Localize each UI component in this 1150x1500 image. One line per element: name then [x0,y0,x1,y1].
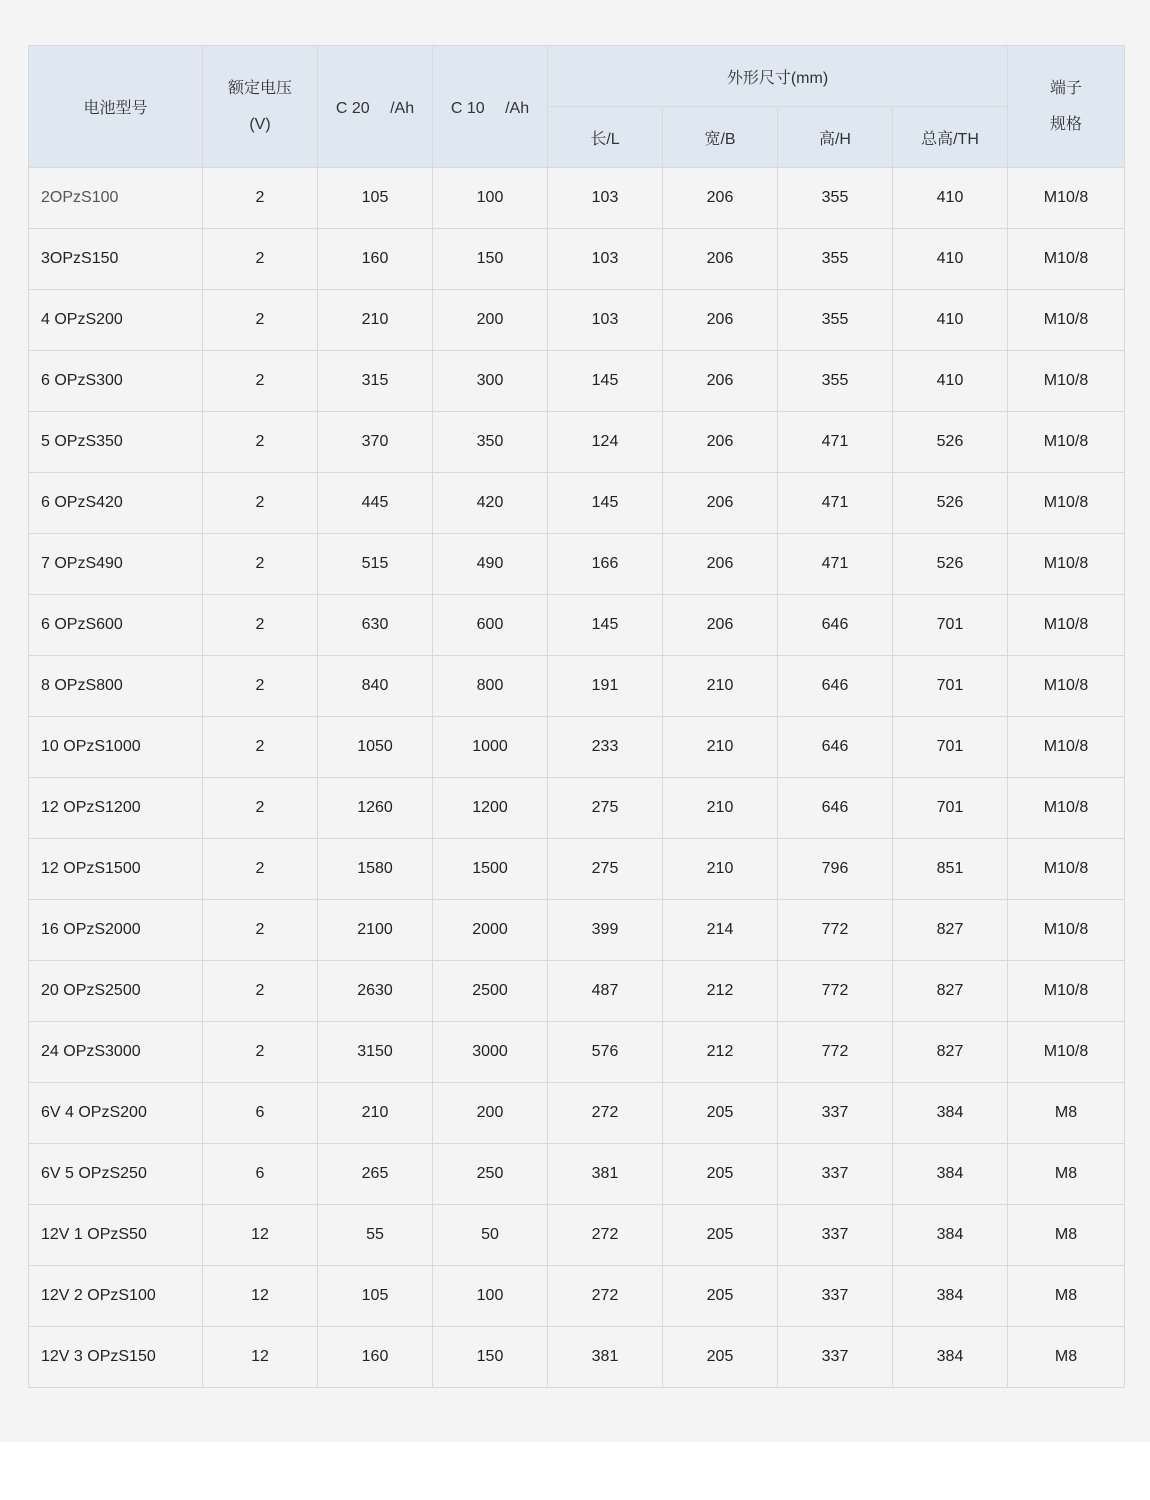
height-cell: 646 [778,778,893,839]
model-cell: 3OPzS150 [29,229,203,290]
voltage-cell: 2 [203,229,318,290]
model-cell: 2OPzS100 [29,168,203,229]
voltage-cell: 2 [203,473,318,534]
terminal-cell: M10/8 [1008,534,1125,595]
width-cell: 206 [663,412,778,473]
length-cell: 166 [548,534,663,595]
terminal-cell: M10/8 [1008,717,1125,778]
table-row [29,656,1125,717]
terminal-cell: M10/8 [1008,290,1125,351]
model-cell: 12V 1 OPzS50 [29,1205,203,1266]
total-height-cell: 526 [893,473,1008,534]
length-cell: 272 [548,1083,663,1144]
width-cell: 206 [663,290,778,351]
height-cell: 355 [778,290,893,351]
table-row [29,717,1125,778]
length-cell: 576 [548,1022,663,1083]
terminal-cell: M10/8 [1008,412,1125,473]
terminal-cell: M10/8 [1008,839,1125,900]
total-height-cell: 384 [893,1327,1008,1388]
table-header [29,46,1125,168]
height-cell: 337 [778,1083,893,1144]
model-cell: 6 OPzS300 [29,351,203,412]
header-height: 高/H [778,107,893,168]
terminal-cell: M10/8 [1008,595,1125,656]
model-cell: 6V 4 OPzS200 [29,1083,203,1144]
table-row [29,900,1125,961]
length-cell: 381 [548,1144,663,1205]
c10-cell: 250 [433,1144,548,1205]
table-row [29,1022,1125,1083]
header-terminal-label: 端子 [1050,79,1083,97]
c20-cell: 105 [318,1266,433,1327]
total-height-cell: 827 [893,961,1008,1022]
c20-cell: 2100 [318,900,433,961]
model-cell: 12 OPzS1200 [29,778,203,839]
model-cell: 5 OPzS350 [29,412,203,473]
model-cell: 4 OPzS200 [29,290,203,351]
header-length: 长/L [548,107,663,168]
voltage-cell: 12 [203,1327,318,1388]
c10-cell: 2000 [433,900,548,961]
c20-cell: 1580 [318,839,433,900]
terminal-cell: M10/8 [1008,229,1125,290]
height-cell: 337 [778,1327,893,1388]
terminal-cell: M10/8 [1008,1022,1125,1083]
height-cell: 337 [778,1266,893,1327]
c10-cell: 150 [433,1327,548,1388]
total-height-cell: 526 [893,534,1008,595]
c20-cell: 3150 [318,1022,433,1083]
total-height-cell: 410 [893,351,1008,412]
length-cell: 103 [548,229,663,290]
total-height-cell: 410 [893,229,1008,290]
width-cell: 206 [663,168,778,229]
c20-cell: 840 [318,656,433,717]
total-height-cell: 384 [893,1144,1008,1205]
header-terminal-spec: 规格 [1050,115,1083,133]
total-height-cell: 827 [893,900,1008,961]
voltage-cell: 2 [203,595,318,656]
c20-cell: 1050 [318,717,433,778]
table-row [29,168,1125,229]
length-cell: 145 [548,351,663,412]
model-cell: 8 OPzS800 [29,656,203,717]
c20-cell: 630 [318,595,433,656]
terminal-cell: M8 [1008,1327,1125,1388]
length-cell: 103 [548,168,663,229]
terminal-cell: M10/8 [1008,656,1125,717]
model-cell: 12 OPzS1500 [29,839,203,900]
table-row [29,961,1125,1022]
header-c10: C 10 /Ah [433,46,548,168]
header-c20: C 20 /Ah [318,46,433,168]
height-cell: 772 [778,1022,893,1083]
total-height-cell: 701 [893,595,1008,656]
battery-spec-table [28,45,1125,1388]
model-cell: 20 OPzS2500 [29,961,203,1022]
terminal-cell: M10/8 [1008,168,1125,229]
voltage-cell: 2 [203,351,318,412]
terminal-cell: M10/8 [1008,473,1125,534]
width-cell: 206 [663,229,778,290]
total-height-cell: 701 [893,656,1008,717]
width-cell: 212 [663,1022,778,1083]
width-cell: 206 [663,473,778,534]
model-cell: 12V 3 OPzS150 [29,1327,203,1388]
voltage-cell: 12 [203,1205,318,1266]
table-row [29,1083,1125,1144]
length-cell: 381 [548,1327,663,1388]
width-cell: 205 [663,1205,778,1266]
width-cell: 210 [663,656,778,717]
length-cell: 124 [548,412,663,473]
voltage-cell: 2 [203,534,318,595]
c20-cell: 160 [318,229,433,290]
header-model: 电池型号 [29,46,203,168]
c20-cell: 515 [318,534,433,595]
table-body [29,168,1125,1388]
height-cell: 796 [778,839,893,900]
c20-cell: 55 [318,1205,433,1266]
height-cell: 471 [778,534,893,595]
terminal-cell: M10/8 [1008,778,1125,839]
c10-cell: 1000 [433,717,548,778]
terminal-cell: M10/8 [1008,961,1125,1022]
voltage-cell: 2 [203,961,318,1022]
length-cell: 272 [548,1205,663,1266]
c10-cell: 2500 [433,961,548,1022]
voltage-cell: 2 [203,1022,318,1083]
width-cell: 210 [663,778,778,839]
terminal-cell: M8 [1008,1205,1125,1266]
total-height-cell: 526 [893,412,1008,473]
total-height-cell: 410 [893,168,1008,229]
height-cell: 355 [778,229,893,290]
total-height-cell: 384 [893,1205,1008,1266]
length-cell: 275 [548,778,663,839]
terminal-cell: M10/8 [1008,351,1125,412]
model-cell: 24 OPzS3000 [29,1022,203,1083]
c10-cell: 490 [433,534,548,595]
voltage-cell: 2 [203,778,318,839]
length-cell: 145 [548,473,663,534]
c20-cell: 265 [318,1144,433,1205]
voltage-cell: 2 [203,900,318,961]
total-height-cell: 827 [893,1022,1008,1083]
voltage-cell: 6 [203,1083,318,1144]
c10-cell: 200 [433,1083,548,1144]
width-cell: 205 [663,1327,778,1388]
c10-cell: 200 [433,290,548,351]
c20-cell: 1260 [318,778,433,839]
width-cell: 206 [663,534,778,595]
table-row [29,1266,1125,1327]
table-row [29,839,1125,900]
c20-cell: 160 [318,1327,433,1388]
length-cell: 191 [548,656,663,717]
c20-cell: 315 [318,351,433,412]
header-voltage-label: 额定电压 [227,79,292,97]
header-width: 宽/B [663,107,778,168]
voltage-cell: 2 [203,717,318,778]
width-cell: 210 [663,839,778,900]
model-cell: 10 OPzS1000 [29,717,203,778]
c10-cell: 3000 [433,1022,548,1083]
c10-cell: 150 [433,229,548,290]
header-dimensions: 外形尺寸(mm) [548,46,1008,107]
terminal-cell: M8 [1008,1266,1125,1327]
model-cell: 12V 2 OPzS100 [29,1266,203,1327]
length-cell: 399 [548,900,663,961]
width-cell: 205 [663,1144,778,1205]
table-row [29,1205,1125,1266]
c10-cell: 1200 [433,778,548,839]
total-height-cell: 384 [893,1083,1008,1144]
header-total-height: 总高/TH [893,107,1008,168]
length-cell: 233 [548,717,663,778]
table-row [29,1327,1125,1388]
model-cell: 6 OPzS600 [29,595,203,656]
table-row [29,351,1125,412]
model-cell: 6V 5 OPzS250 [29,1144,203,1205]
c10-cell: 50 [433,1205,548,1266]
length-cell: 103 [548,290,663,351]
table-row [29,473,1125,534]
c10-cell: 300 [433,351,548,412]
c20-cell: 105 [318,168,433,229]
table-row [29,290,1125,351]
voltage-cell: 2 [203,412,318,473]
header-voltage [203,46,318,168]
height-cell: 646 [778,595,893,656]
header-voltage-unit: (V) [249,115,271,133]
c20-cell: 2630 [318,961,433,1022]
table-row [29,595,1125,656]
c10-cell: 420 [433,473,548,534]
total-height-cell: 384 [893,1266,1008,1327]
c10-cell: 600 [433,595,548,656]
width-cell: 205 [663,1266,778,1327]
table-row [29,412,1125,473]
width-cell: 206 [663,351,778,412]
table-row [29,778,1125,839]
terminal-cell: M10/8 [1008,900,1125,961]
width-cell: 210 [663,717,778,778]
total-height-cell: 701 [893,717,1008,778]
height-cell: 646 [778,717,893,778]
model-cell: 16 OPzS2000 [29,900,203,961]
terminal-cell: M8 [1008,1083,1125,1144]
c10-cell: 100 [433,1266,548,1327]
c20-cell: 445 [318,473,433,534]
width-cell: 205 [663,1083,778,1144]
model-cell: 7 OPzS490 [29,534,203,595]
width-cell: 214 [663,900,778,961]
height-cell: 646 [778,656,893,717]
c10-cell: 100 [433,168,548,229]
height-cell: 471 [778,473,893,534]
c10-cell: 1500 [433,839,548,900]
model-cell: 6 OPzS420 [29,473,203,534]
total-height-cell: 701 [893,778,1008,839]
c20-cell: 370 [318,412,433,473]
c20-cell: 210 [318,290,433,351]
height-cell: 772 [778,900,893,961]
length-cell: 487 [548,961,663,1022]
length-cell: 275 [548,839,663,900]
height-cell: 337 [778,1205,893,1266]
table-row [29,229,1125,290]
c20-cell: 210 [318,1083,433,1144]
header-terminal [1008,46,1125,168]
table-row [29,1144,1125,1205]
height-cell: 355 [778,168,893,229]
voltage-cell: 2 [203,168,318,229]
voltage-cell: 2 [203,290,318,351]
height-cell: 471 [778,412,893,473]
width-cell: 212 [663,961,778,1022]
voltage-cell: 2 [203,656,318,717]
length-cell: 145 [548,595,663,656]
width-cell: 206 [663,595,778,656]
terminal-cell: M8 [1008,1144,1125,1205]
height-cell: 772 [778,961,893,1022]
voltage-cell: 6 [203,1144,318,1205]
length-cell: 272 [548,1266,663,1327]
height-cell: 337 [778,1144,893,1205]
c10-cell: 800 [433,656,548,717]
voltage-cell: 12 [203,1266,318,1327]
height-cell: 355 [778,351,893,412]
c10-cell: 350 [433,412,548,473]
total-height-cell: 851 [893,839,1008,900]
table-row [29,534,1125,595]
voltage-cell: 2 [203,839,318,900]
total-height-cell: 410 [893,290,1008,351]
